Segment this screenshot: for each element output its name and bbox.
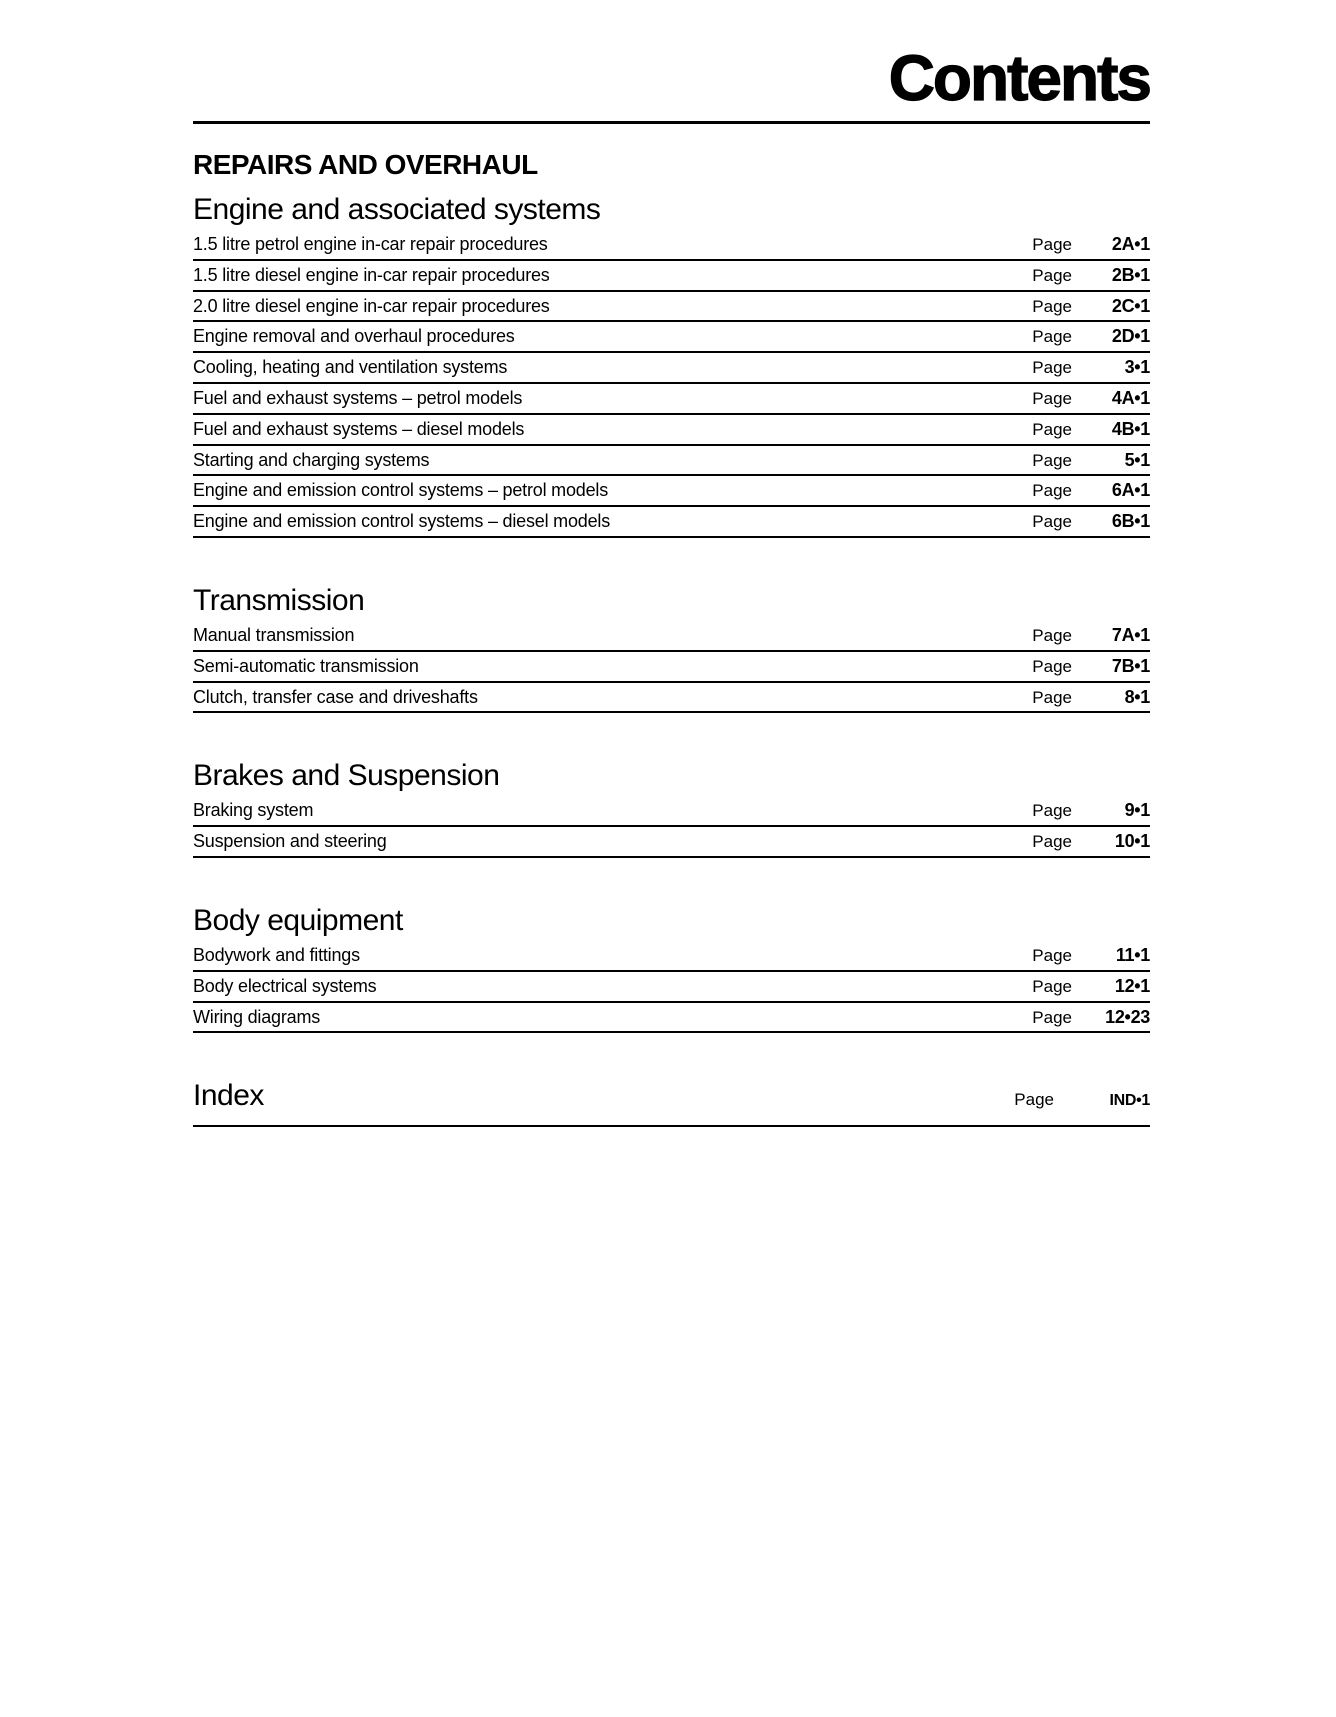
toc-entry-row — [193, 972, 1150, 1003]
toc-entry-label: Manual transmission — [193, 624, 355, 645]
toc-entry-row — [193, 652, 1150, 683]
page-word: Page — [1032, 265, 1072, 285]
toc-entry-row — [193, 507, 1150, 538]
page-ref: 12•23 — [1105, 1006, 1150, 1027]
page-word: Page — [1032, 450, 1072, 470]
page-ref: 2D•1 — [1111, 326, 1150, 347]
page-word: Page — [1032, 801, 1072, 821]
toc-entry-label: Cooling, heating and ventilation systems — [193, 357, 508, 378]
toc-entry-row — [193, 941, 1150, 972]
page-ref: 5•1 — [1124, 449, 1150, 470]
page-word: Page — [1032, 512, 1072, 532]
page-word: Page — [1032, 358, 1072, 378]
page-ref: 6B•1 — [1111, 511, 1150, 532]
toc-entry-row — [193, 292, 1150, 323]
toc-entry-label: Bodywork and fittings — [193, 944, 360, 965]
toc-entry-label: Engine and emission control systems – diesel models — [193, 511, 611, 532]
page-word: Page — [1032, 656, 1072, 676]
toc-entry-row — [193, 1003, 1150, 1034]
toc-entry-row — [193, 353, 1150, 384]
page-ref: 7B•1 — [1111, 655, 1150, 676]
toc-entry-label: Engine and emission control systems – petrol models — [193, 480, 609, 501]
page-ref: IND•1 — [1109, 1092, 1150, 1110]
page-word: Page — [1032, 481, 1072, 501]
toc-entry-label: 2.0 litre diesel engine in-car repair procedures — [193, 295, 550, 316]
page-word: Page — [1032, 945, 1072, 965]
page-word: Page — [1032, 687, 1072, 707]
toc-entry-row — [193, 415, 1150, 446]
page-word: Page — [1032, 296, 1072, 316]
page-ref: 2C•1 — [1111, 295, 1150, 316]
page-ref: 12•1 — [1114, 975, 1150, 996]
toc-entry-row — [193, 446, 1150, 477]
toc-entry-row — [193, 476, 1150, 507]
toc-entry-row — [193, 261, 1150, 292]
toc-entry-label: Fuel and exhaust systems – petrol models — [193, 387, 523, 408]
page-word: Page — [1032, 1007, 1072, 1027]
toc-entry-label: Wiring diagrams — [193, 1006, 321, 1027]
page-word: Page — [1014, 1090, 1054, 1110]
page-word: Page — [1032, 235, 1072, 254]
toc-entry-label: Body electrical systems — [193, 975, 377, 996]
page-ref: 2A•1 — [1111, 234, 1150, 254]
page-ref: 11•1 — [1115, 944, 1150, 965]
toc-group-body-equipment — [193, 904, 1150, 1033]
toc-group-brakes-suspension — [193, 759, 1150, 858]
page-content — [193, 0, 1150, 1127]
toc-entry-row — [193, 621, 1150, 652]
group-heading-brakes-suspension: Brakes and Suspension — [193, 759, 500, 793]
page-ref: 9•1 — [1124, 800, 1150, 821]
page-ref: 2B•1 — [1111, 264, 1150, 285]
toc-entry-label: Starting and charging systems — [193, 449, 430, 470]
page-ref: 4B•1 — [1111, 418, 1150, 439]
page-ref: 10•1 — [1114, 831, 1150, 852]
toc-entry-label: 1.5 litre diesel engine in-car repair procedures — [193, 264, 550, 285]
page-ref: 3•1 — [1124, 357, 1150, 378]
toc-entry-row — [193, 322, 1150, 353]
page-word: Page — [1032, 976, 1072, 996]
index-heading: Index — [193, 1079, 264, 1113]
page-word: Page — [1032, 327, 1072, 347]
page-word: Page — [1032, 419, 1072, 439]
toc-entry-row — [193, 827, 1150, 858]
page-ref: 4A•1 — [1111, 387, 1150, 408]
toc-entry-label: Engine removal and overhaul procedures — [193, 326, 515, 347]
page-ref: 7A•1 — [1111, 624, 1150, 645]
title-divider — [193, 121, 1150, 124]
toc-entry-label: Suspension and steering — [193, 831, 387, 852]
toc-entry-row — [193, 683, 1150, 714]
toc-entry-label: Fuel and exhaust systems – diesel models — [193, 418, 525, 439]
toc-entry-label: Semi-automatic transmission — [193, 655, 419, 676]
toc-entry-label: Braking system — [193, 800, 314, 821]
page-word: Page — [1032, 388, 1072, 408]
toc-entry-label: 1.5 litre petrol engine in-car repair procedures — [193, 234, 548, 254]
page-word: Page — [1032, 832, 1072, 852]
toc-entry-row — [193, 796, 1150, 827]
toc-group-transmission — [193, 584, 1150, 713]
toc-group-engine — [193, 193, 1150, 538]
toc-index-row — [193, 1079, 1150, 1127]
main-heading: REPAIRS AND OVERHAUL — [193, 149, 538, 180]
page-title: Contents — [888, 42, 1150, 114]
toc-entry-label: Clutch, transfer case and driveshafts — [193, 686, 478, 707]
group-heading-engine: Engine and associated systems — [193, 193, 601, 226]
page-word: Page — [1032, 625, 1072, 645]
toc-entry-row — [193, 230, 1150, 261]
group-heading-body-equipment: Body equipment — [193, 903, 403, 937]
page-ref: 6A•1 — [1111, 480, 1150, 501]
page-ref: 8•1 — [1124, 686, 1150, 707]
group-heading-transmission: Transmission — [193, 583, 365, 617]
toc-entry-row — [193, 384, 1150, 415]
